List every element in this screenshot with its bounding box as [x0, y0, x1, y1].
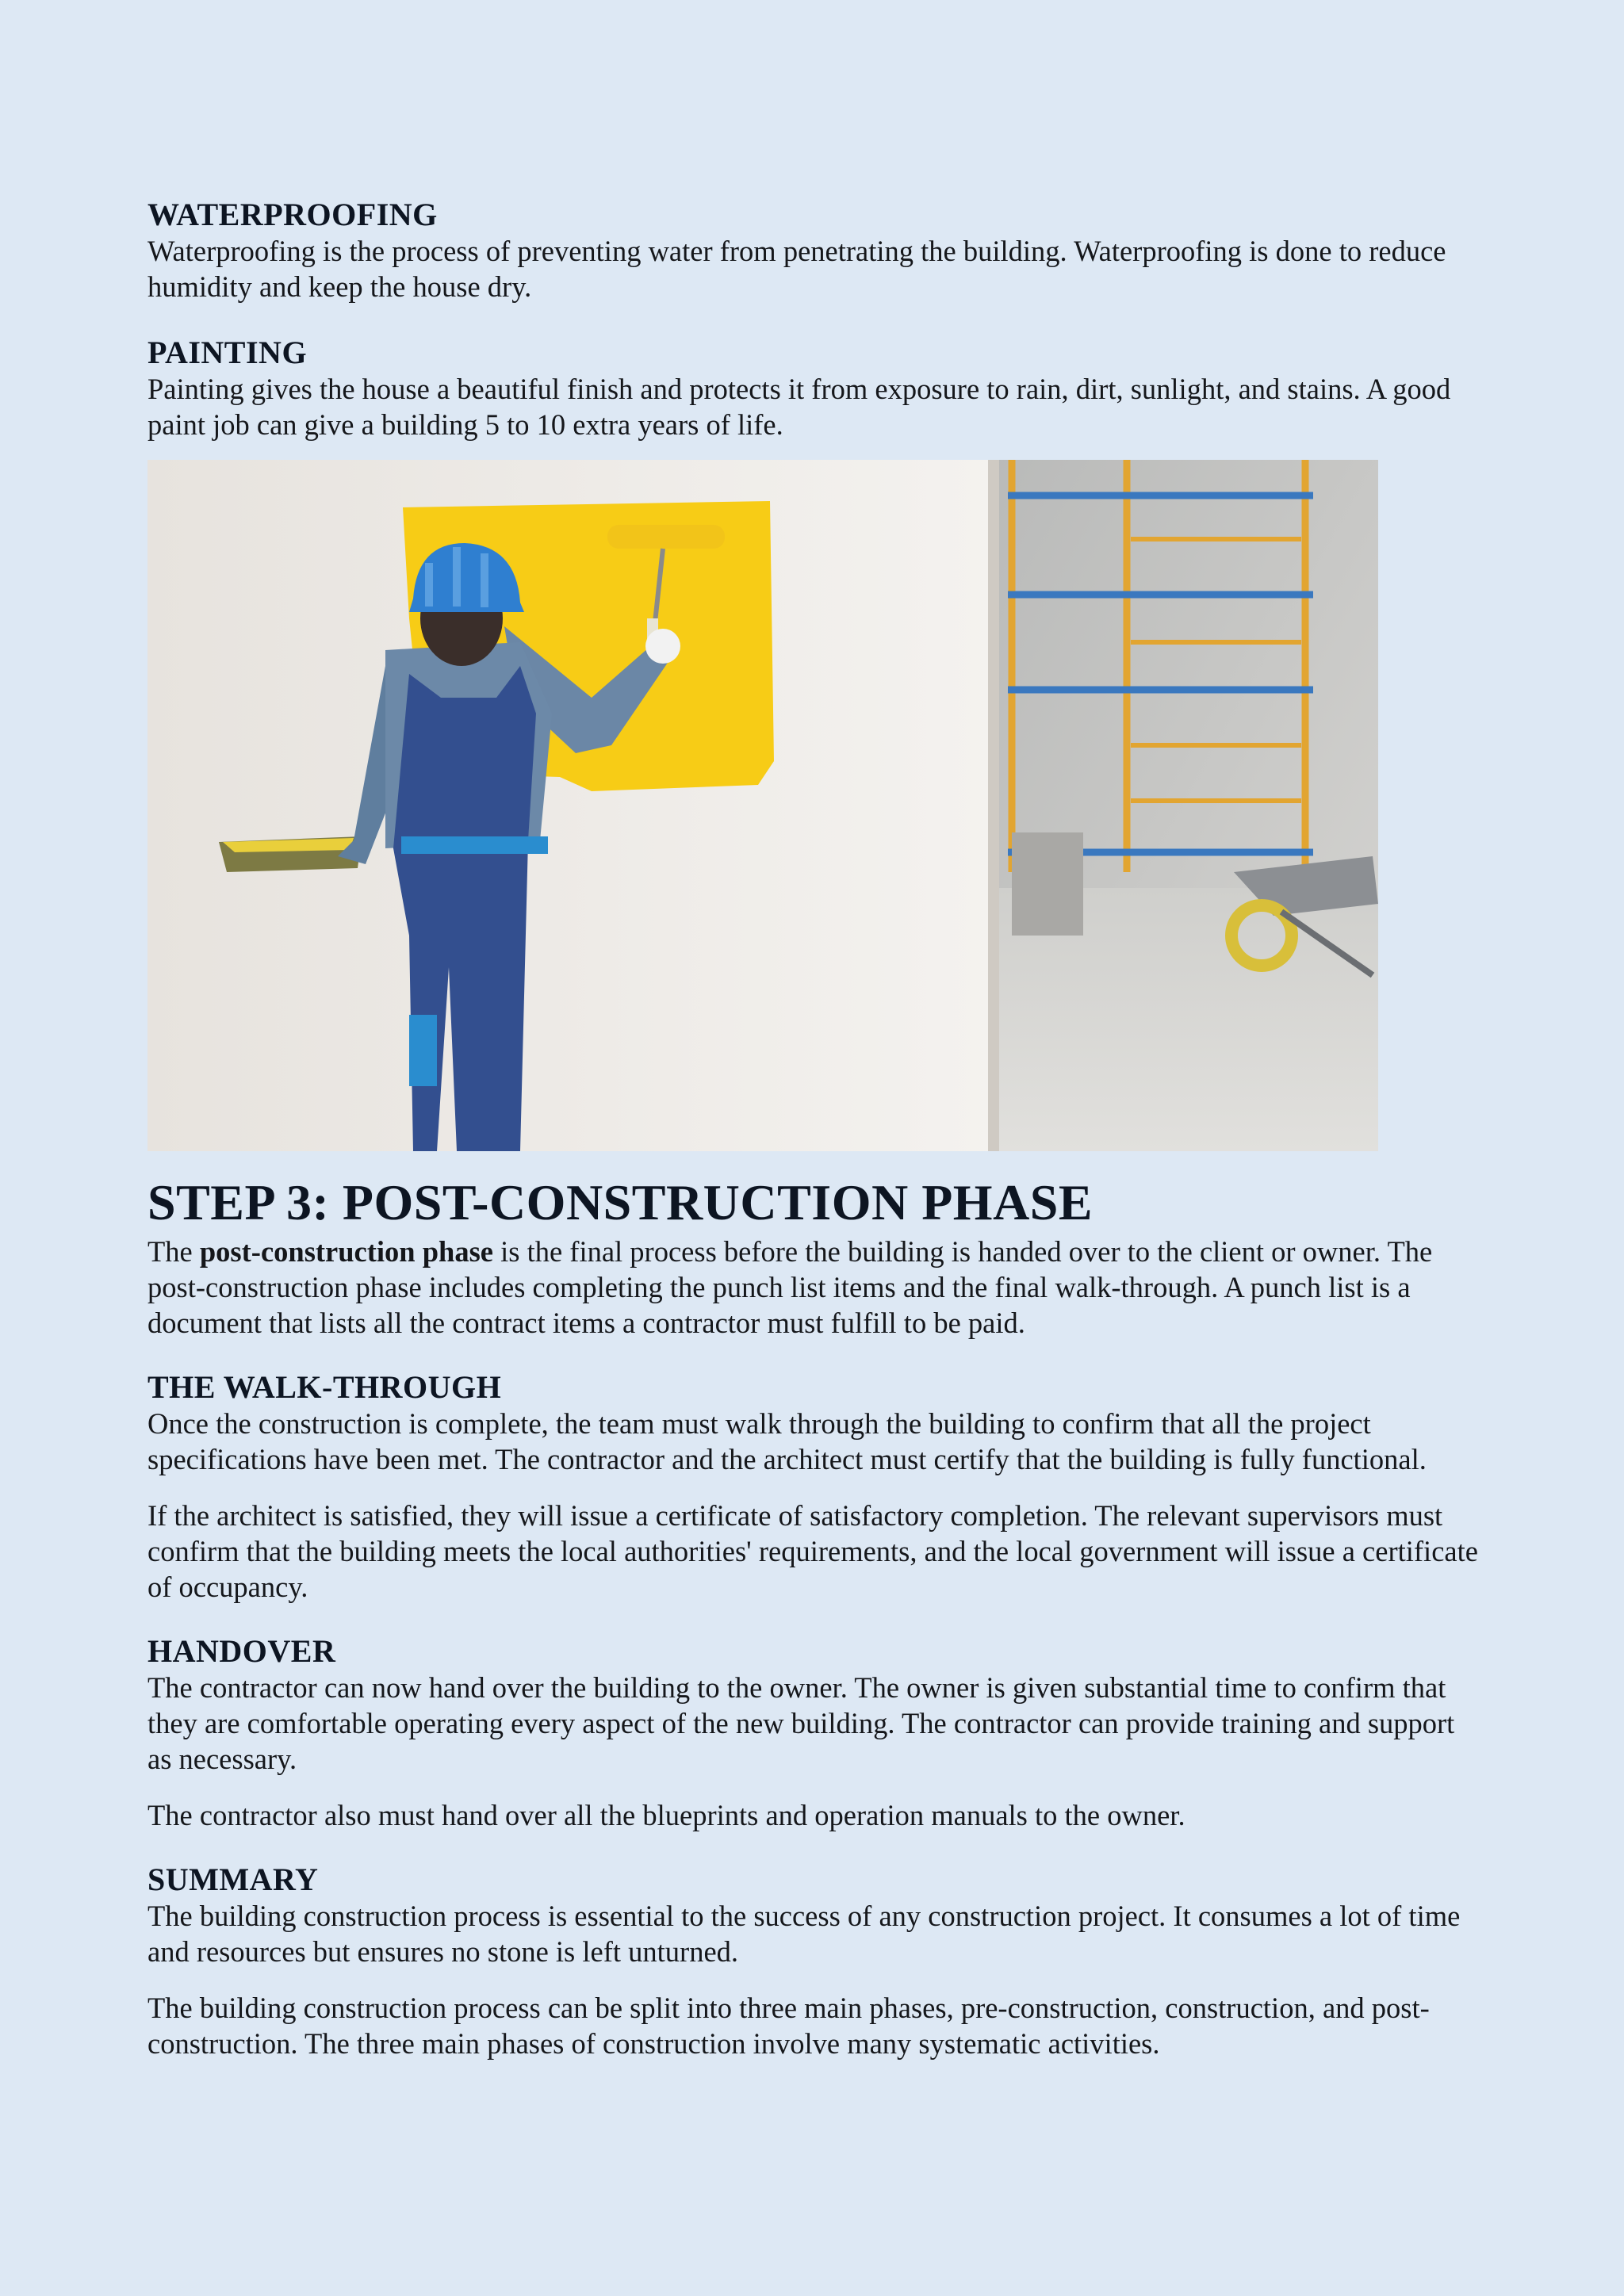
painting-heading: PAINTING — [147, 335, 308, 370]
handover-heading: HANDOVER — [147, 1633, 336, 1669]
walkthrough-paragraph-2: If the architect is satisfied, they will issue a certificate of satisfactory completion. The relevant supervisors must confirm that the building meets the local authorities' requirements, and the local government will issue a certificate of occupancy. — [147, 1499, 1478, 1603]
post-construction-bold: post-construction phase — [199, 1235, 493, 1268]
handover-paragraph-1: The contractor can now hand over the building to the owner. The owner is given substantial time to confirm that they are comfortable operating every aspect of the new building. The contractor can provide training and support as necessary. — [147, 1671, 1455, 1775]
painting-paragraph: Painting gives the house a beautiful finish and protects it from exposure to rain, dirt, sunlight, and stains. A good paint job can give a building 5 to 10 extra years of life. — [147, 373, 1451, 441]
walkthrough-paragraph-1: Once the construction is complete, the team must walk through the building to confirm that all the project specifications have been met. The contractor and the architect must certify that the building is fully functional. — [147, 1407, 1427, 1475]
waterproofing-heading: WATERPROOFING — [147, 197, 438, 232]
handover-paragraph-2: The contractor also must hand over all the blueprints and operation manuals to the owner. — [147, 1799, 1185, 1831]
summary-paragraph-1: The building construction process is essential to the success of any construction project. It consumes a lot of time and resources but ensures no stone is left unturned. — [147, 1900, 1461, 1968]
document-page — [147, 197, 1480, 2082]
step3-prefix: The — [147, 1235, 200, 1268]
step3-rest: is the final process before the building is handed over to the client or owner. The post-construction phase includes completing the punch list items and the final walk-through. A punch list is a document that lists all the contract items a contractor must fulfill to be paid. — [147, 1235, 1433, 1339]
painter-photo — [147, 460, 1378, 1151]
step3-paragraph — [147, 1234, 1480, 1341]
waterproofing-paragraph: Waterproofing is the process of preventing water from penetrating the building. Waterproofing is done to reduce humidity and keep the house dry. — [147, 235, 1446, 303]
walkthrough-heading: THE WALK-THROUGH — [147, 1369, 502, 1405]
summary-heading: SUMMARY — [147, 1862, 319, 1897]
summary-paragraph-2: The building construction process can be split into three main phases, pre-construction, construction, and post-construction. The three main phases of construction involve many systematic activities. — [147, 1992, 1430, 2060]
step3-heading: STEP 3: POST-CONSTRUCTION PHASE — [147, 1174, 1094, 1230]
